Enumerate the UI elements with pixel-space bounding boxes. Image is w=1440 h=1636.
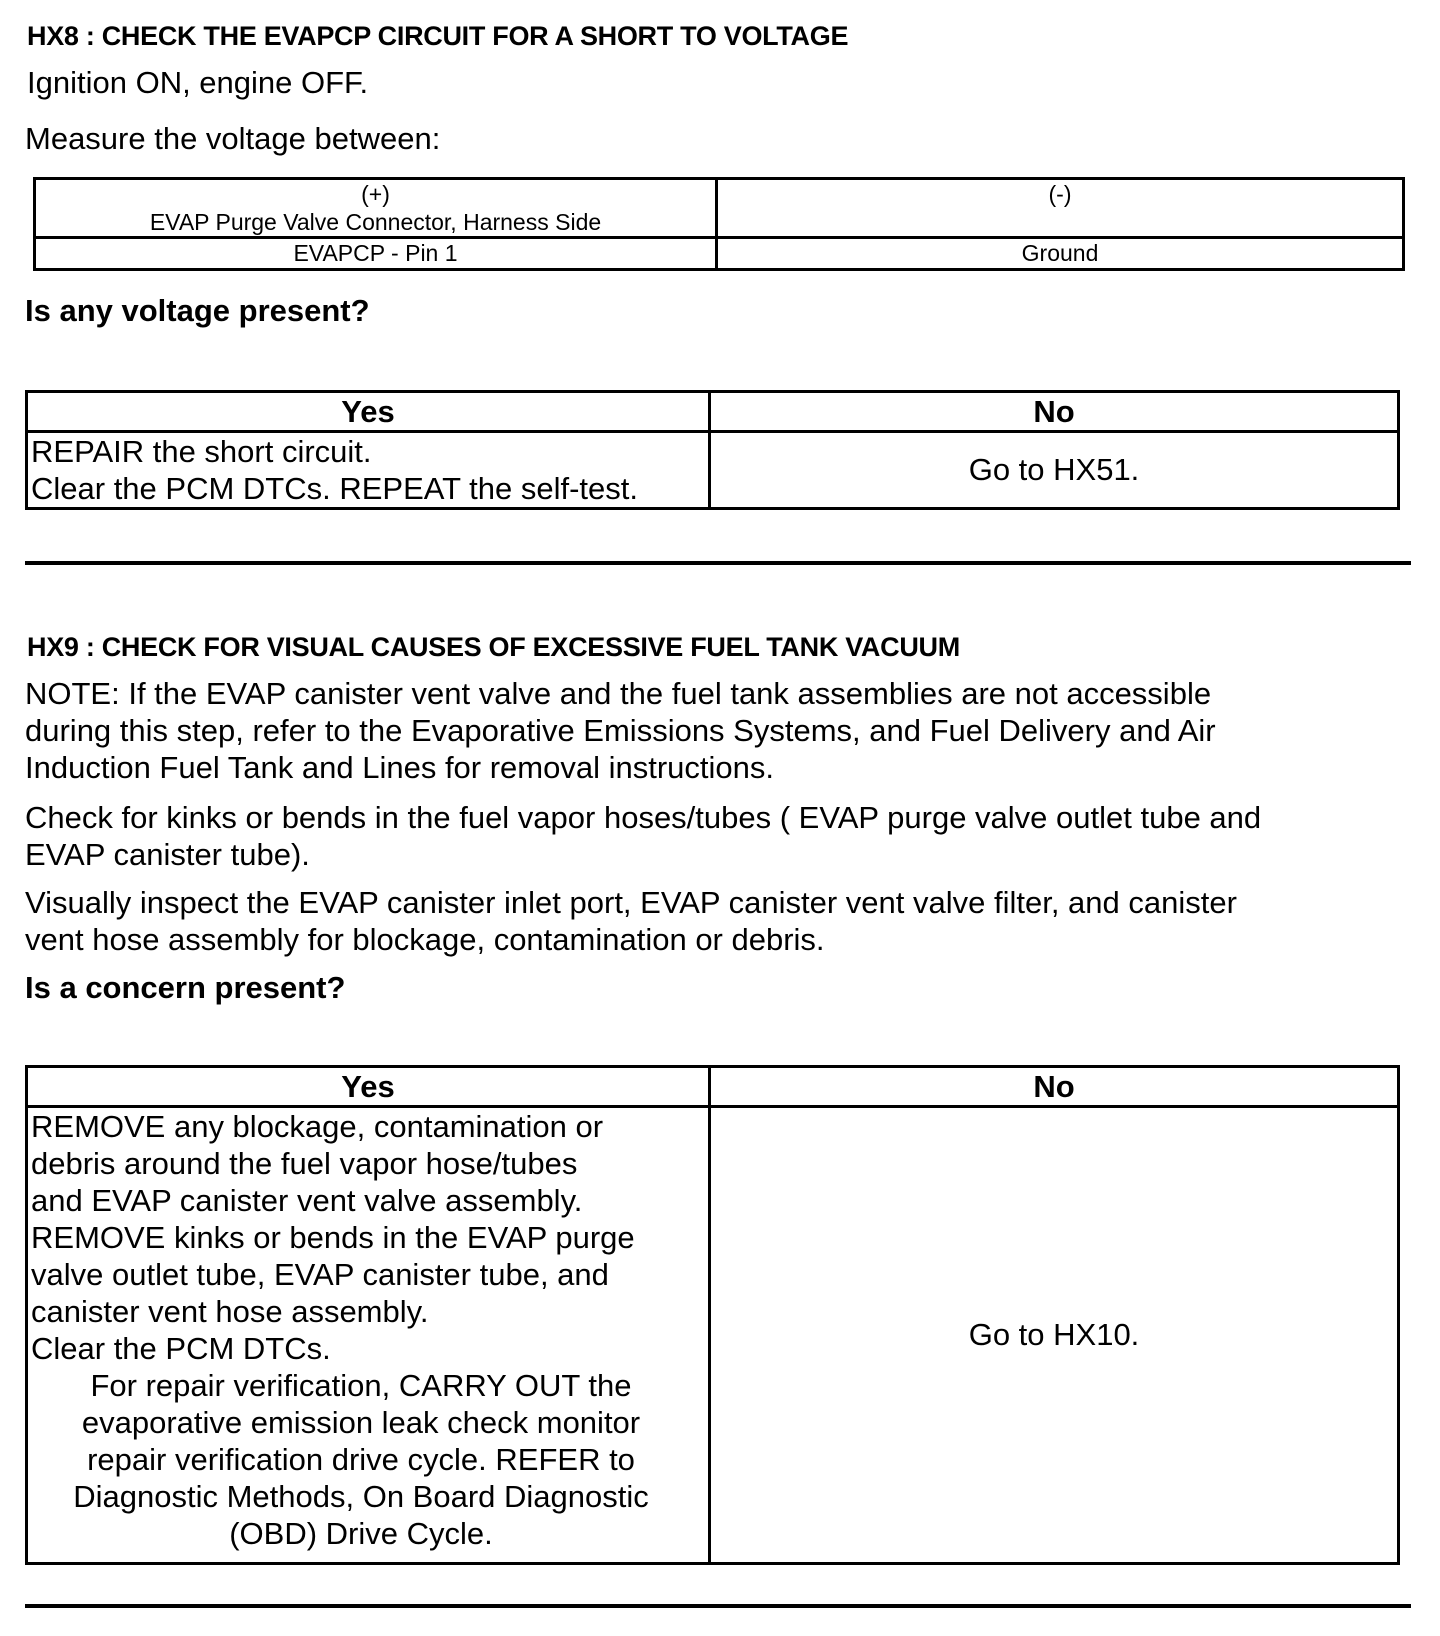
hx8-no-header: No [710,392,1399,432]
hx8-answer-table [25,390,1400,510]
hx9-yes-line: and EVAP canister vent valve assembly. [31,1183,583,1218]
hx9-inspect-line: Visually inspect the EVAP canister inlet port, EVAP canister vent valve filter, and canister [25,885,1237,920]
hx9-note-line: during this step, refer to the Evaporative Emissions Systems, and Fuel Delivery and Air [25,713,1216,748]
hx9-yes-line: REMOVE kinks or bends in the EVAP purge [31,1220,635,1255]
hx9-answer-table [25,1065,1400,1565]
hx9-check-text [25,799,1261,873]
hx8-yes-header: Yes [27,392,710,432]
hx8-yes-line: REPAIR the short circuit. [31,434,372,469]
section-divider [25,561,1411,565]
hx8-yes-cell [27,432,710,509]
hx9-inspect-line: vent hose assembly for blockage, contamination or debris. [25,922,825,957]
hx9-yes-cell [27,1107,710,1564]
measure-col1-header-cell [35,179,717,238]
hx8-heading: HX8 : CHECK THE EVAPCP CIRCUIT FOR A SHORT TO VOLTAGE [27,21,849,51]
hx8-measure-table [33,177,1405,271]
hx8-yes-line: Clear the PCM DTCs. REPEAT the self-test. [31,471,638,506]
hx9-yes-centered-line: (OBD) Drive Cycle. [229,1516,493,1551]
hx9-yes-line: valve outlet tube, EVAP canister tube, and [31,1257,609,1292]
hx8-no-cell: Go to HX51. [710,432,1399,509]
hx9-question: Is a concern present? [25,970,346,1005]
hx9-yes-centered-line: Diagnostic Methods, On Board Diagnostic [73,1479,649,1514]
measure-col2-value: Ground [717,238,1404,270]
measure-col2-header: (-) [1048,181,1072,207]
hx9-yes-line: REMOVE any blockage, contamination or [31,1109,604,1144]
hx9-yes-centered-block [31,1367,691,1552]
hx9-check-line: EVAP canister tube). [25,837,310,872]
hx9-no-cell: Go to HX10. [710,1107,1399,1564]
measure-col1-subheader: EVAP Purge Valve Connector, Harness Side [149,209,602,235]
hx9-note [25,675,1216,786]
hx9-yes-line: debris around the fuel vapor hose/tubes [31,1146,578,1181]
measure-col1-header: (+) [361,181,390,207]
hx9-note-line: NOTE: If the EVAP canister vent valve and the fuel tank assemblies are not accessible [25,676,1212,711]
section-divider [25,1604,1411,1608]
hx8-question: Is any voltage present? [25,293,370,328]
hx9-yes-line: Clear the PCM DTCs. [31,1331,331,1366]
hx9-check-line: Check for kinks or bends in the fuel vapor hoses/tubes ( EVAP purge valve outlet tube and [25,800,1262,835]
hx8-ignition-text: Ignition ON, engine OFF. [27,65,369,100]
hx8-measure-text: Measure the voltage between: [25,121,441,156]
hx9-yes-line: canister vent hose assembly. [31,1294,429,1329]
hx9-yes-centered-line: For repair verification, CARRY OUT the [90,1368,632,1403]
hx9-no-header: No [710,1067,1399,1107]
hx9-yes-header: Yes [27,1067,710,1107]
measure-col1-value: EVAPCP - Pin 1 [35,238,717,270]
hx9-note-line: Induction Fuel Tank and Lines for removal instructions. [25,750,774,785]
hx9-yes-centered-line: repair verification drive cycle. REFER to [87,1442,635,1477]
measure-col2-header-cell [717,179,1404,238]
hx9-heading: HX9 : CHECK FOR VISUAL CAUSES OF EXCESSIVE FUEL TANK VACUUM [27,632,960,662]
hx9-inspect-text [25,884,1237,958]
hx9-yes-centered-line: evaporative emission leak check monitor [81,1405,641,1440]
